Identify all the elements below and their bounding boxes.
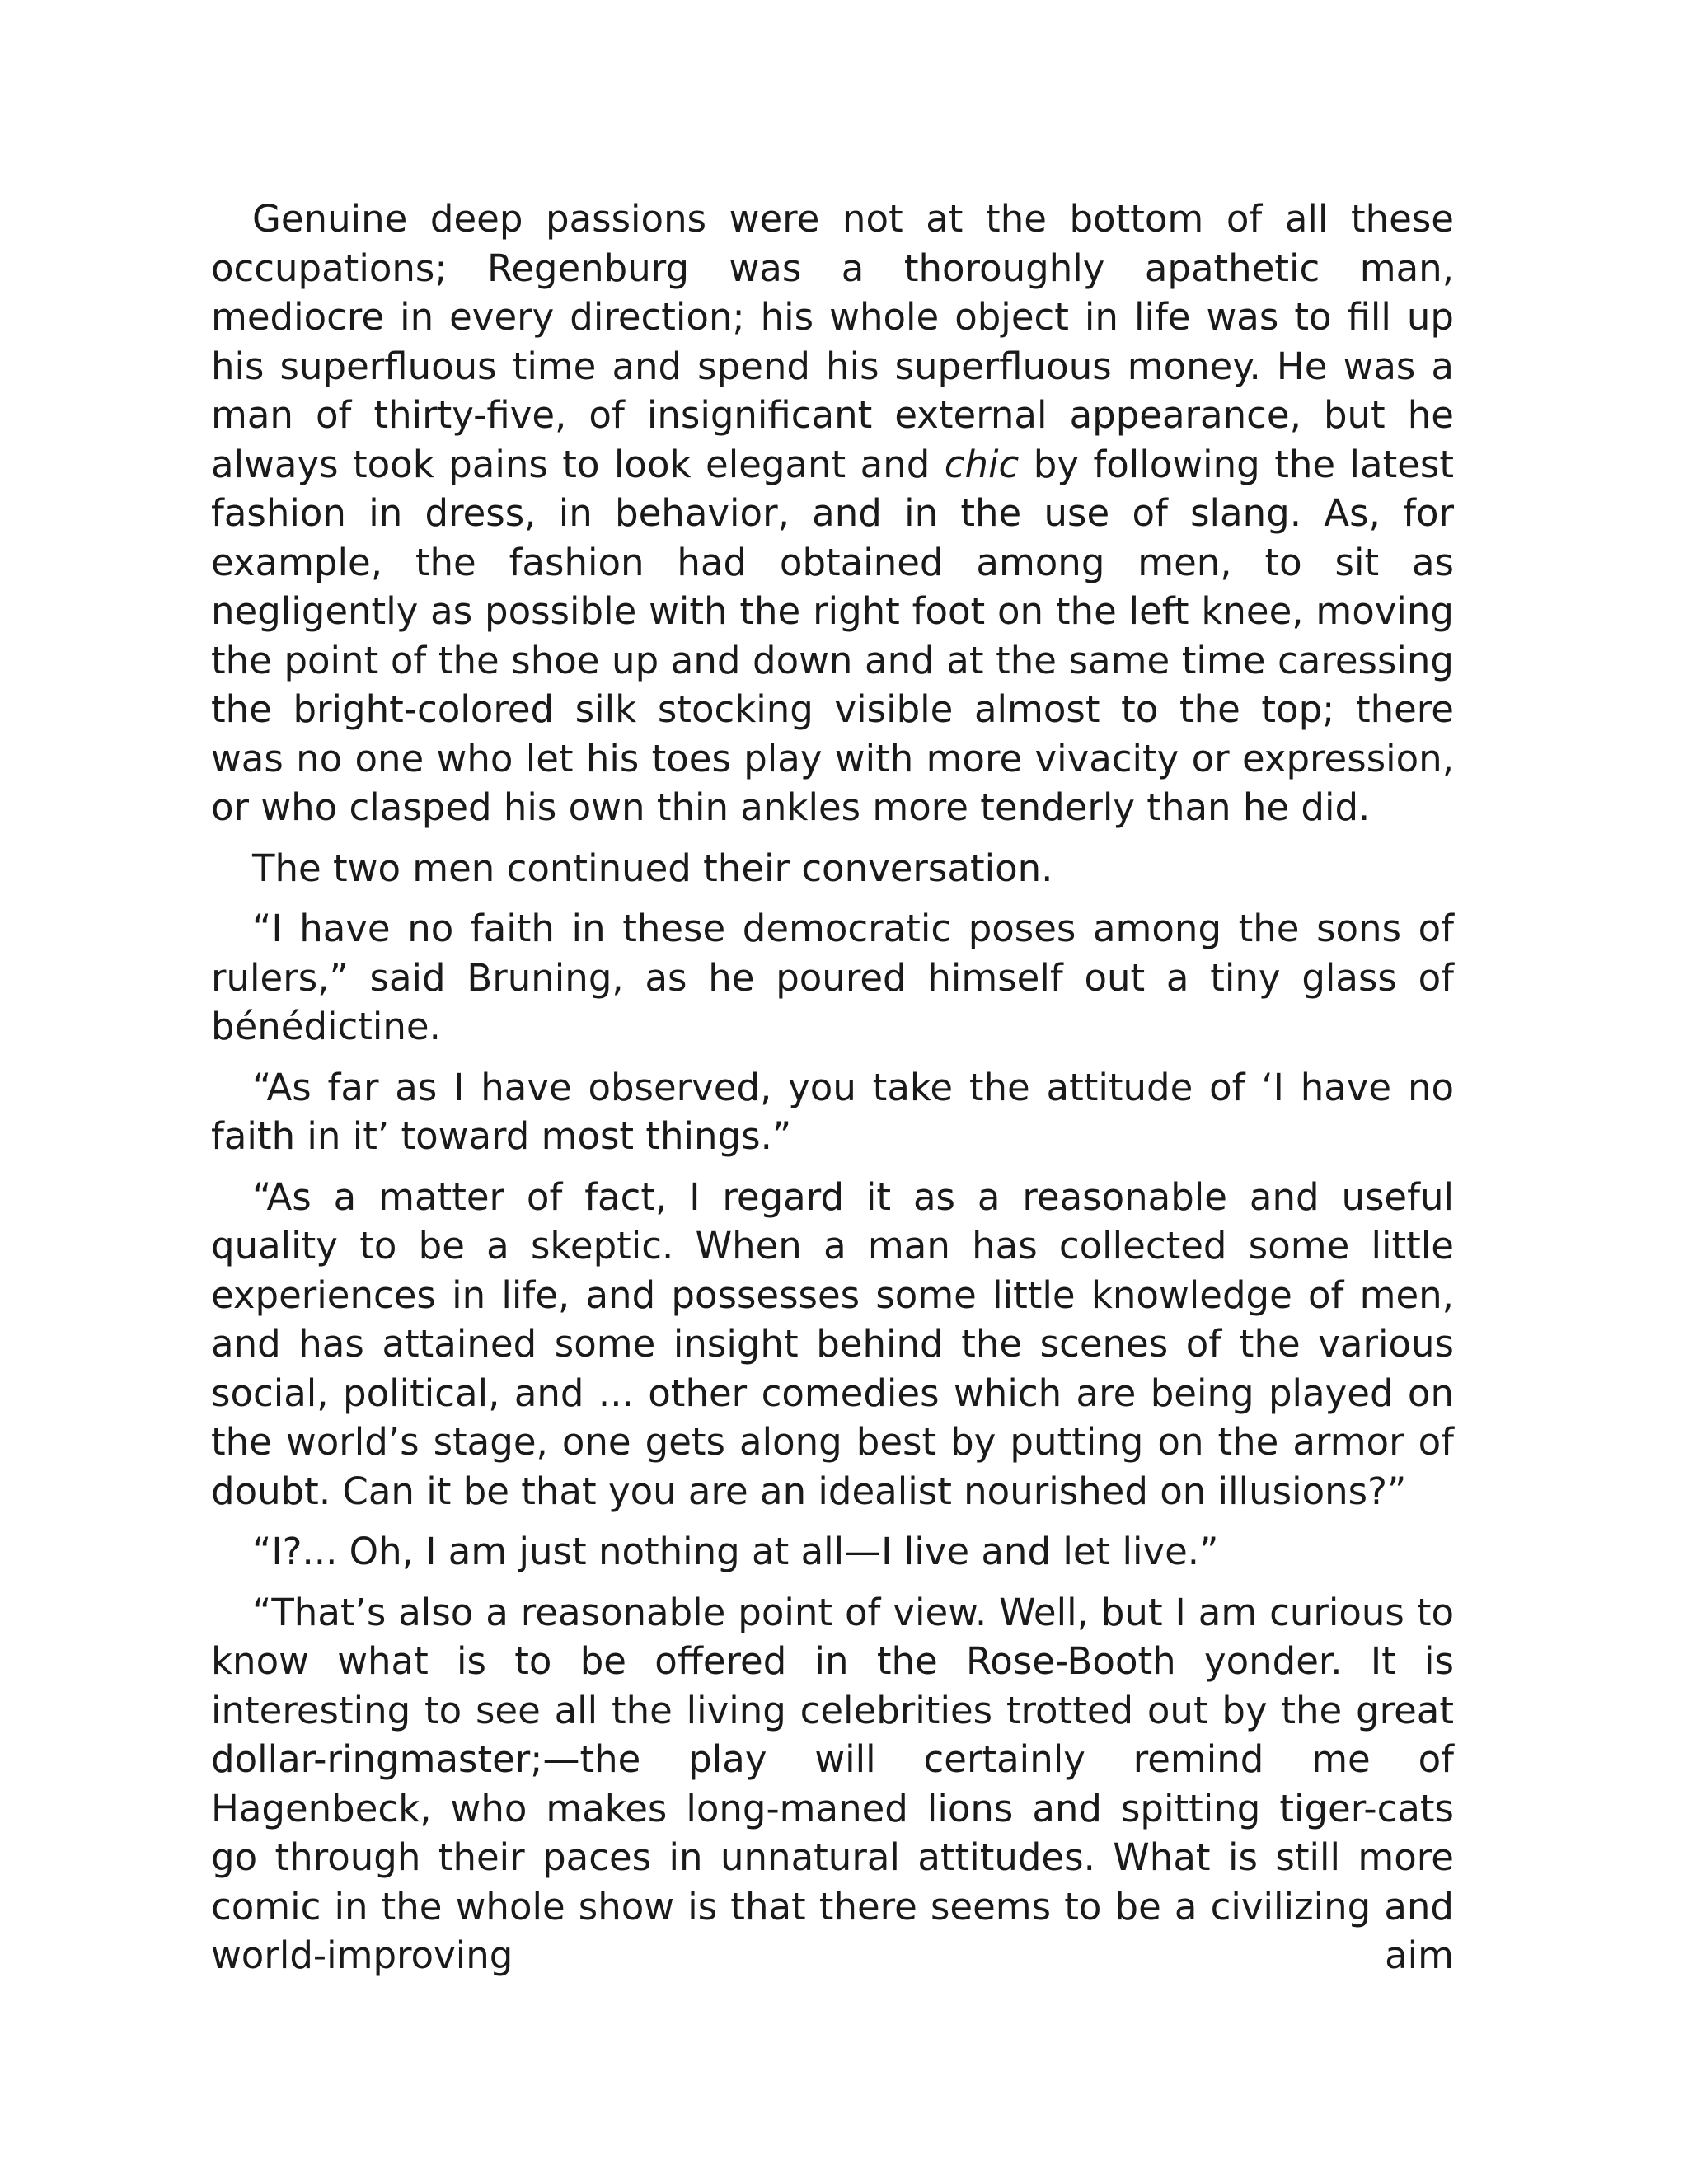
- paragraph-text: Genuine deep passions were not at the bottom of all these occupations; Regenburg was a thoroughly apathetic man, mediocre in every direction; his whole object in life was to fill up his superfluous time and spend his superfluous money. He was a man of thirty-five, of insignificant external appearance, but he always took pains to look elegant and: [211, 197, 1454, 486]
- paragraph-attitude: “As far as I have observed, you take the attitude of ‘I have no faith in it’ toward most things.”: [211, 1065, 1454, 1158]
- paragraph-regenburg: [211, 194, 1454, 832]
- paragraph-conversation: The two men continued their conversation.: [252, 846, 1053, 890]
- page-body-text: [211, 194, 1454, 1992]
- paragraph-text: by following the latest fashion in dress, in behavior, and in the use of slang. As, for example, the fashion had obtained among men, to sit as negligently as possible with the right foot on the left knee, moving the point of the shoe up and down and at the same time caressing the bright-colored silk stocking visible almost to the top; there was no one who let his toes play with more vivacity or expression, or who clasped his own thin ankles more tenderly than he did.: [211, 442, 1455, 829]
- paragraph-live-and-let-live: “I?... Oh, I am just nothing at all—I live and let live.”: [252, 1530, 1219, 1573]
- paragraph-bruning-faith: “I have no faith in these democratic poses among the sons of rulers,” said Bruning, as he poured himself out a tiny glass of bénédictine.: [211, 907, 1454, 1048]
- paragraph-rose-booth: “That’s also a reasonable point of view. Well, but I am curious to know what is to be offered in the Rose-Booth yonder. It is interesting to see all the living celebrities trotted out by the great dollar-ringmaster;—the play will certainly remind me of Hagenbeck, who makes long-maned lions and spitting tiger-cats go through their paces in unnatural attitudes. What is still more comic in the whole show is that there seems to be a civilizing and world-improving aim: [211, 1590, 1454, 1977]
- italic-word: chic: [944, 442, 1020, 486]
- paragraph-skeptic: “As a matter of fact, I regard it as a reasonable and useful quality to be a skeptic. When a man has collected some little experiences in life, and possesses some little knowledge of men, and has attained some insight behind the scenes of the various social, political, and ... other comedies which are being played on the world’s stage, one gets along best by putting on the armor of doubt. Can it be that you are an idealist nourished on illusions?”: [211, 1174, 1454, 1513]
